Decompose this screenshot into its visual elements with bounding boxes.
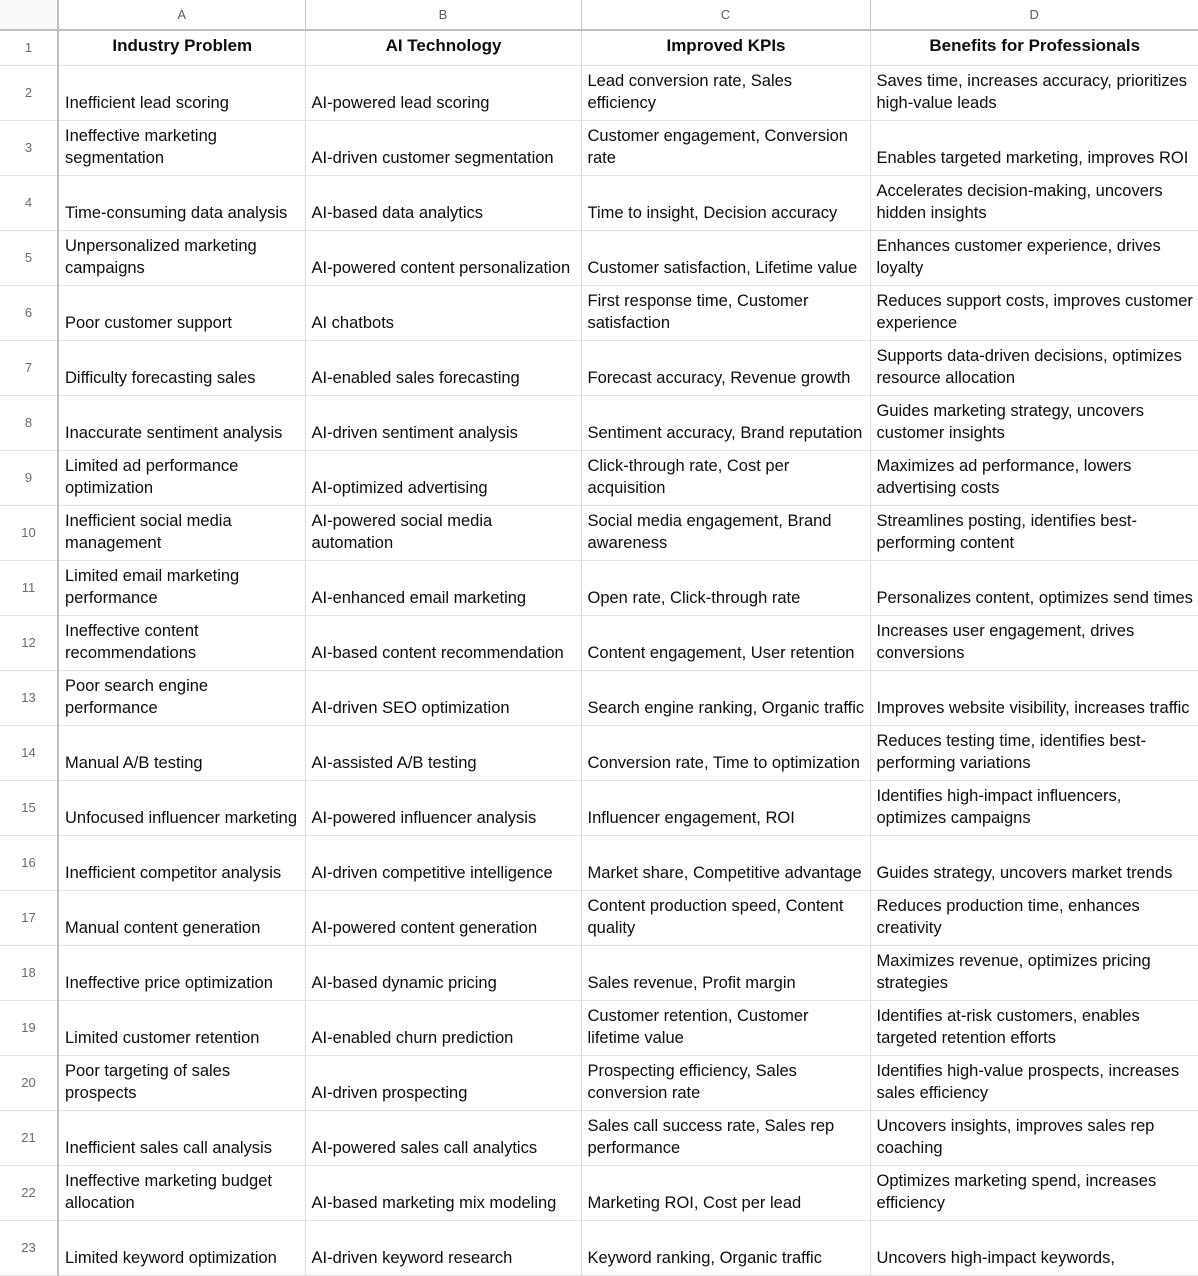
cell-D3[interactable]: Enables targeted marketing, improves ROI	[870, 120, 1198, 175]
cell-A1[interactable]: Industry Problem	[58, 30, 305, 65]
row-header-9[interactable]: 9	[0, 450, 58, 505]
cell-C21[interactable]: Sales call success rate, Sales rep performance	[581, 1110, 870, 1165]
column-header-d[interactable]: D	[870, 0, 1198, 30]
cell-D18[interactable]: Maximizes revenue, optimizes pricing strategies	[870, 945, 1198, 1000]
cell-B5[interactable]: AI-powered content personalization	[305, 230, 581, 285]
cell-A9[interactable]: Limited ad performance optimization	[58, 450, 305, 505]
row-header-23[interactable]: 23	[0, 1220, 58, 1275]
cell-D21[interactable]: Uncovers insights, improves sales rep coaching	[870, 1110, 1198, 1165]
table-row	[0, 725, 1198, 780]
cell-C5[interactable]: Customer satisfaction, Lifetime value	[581, 230, 870, 285]
cell-C14[interactable]: Conversion rate, Time to optimization	[581, 725, 870, 780]
row-header-2[interactable]: 2	[0, 65, 58, 120]
cell-D20[interactable]: Identifies high-value prospects, increases sales efficiency	[870, 1055, 1198, 1110]
cell-A14[interactable]: Manual A/B testing	[58, 725, 305, 780]
select-all-box	[0, 0, 57, 29]
cell-B3[interactable]: AI-driven customer segmentation	[305, 120, 581, 175]
cell-A12[interactable]: Ineffective content recommendations	[58, 615, 305, 670]
cell-D9[interactable]: Maximizes ad performance, lowers advertising costs	[870, 450, 1198, 505]
select-all-corner[interactable]	[0, 0, 58, 30]
cell-D23[interactable]: Uncovers high-impact keywords,	[870, 1220, 1198, 1275]
cell-C15[interactable]: Influencer engagement, ROI	[581, 780, 870, 835]
column-header-row	[0, 0, 1198, 30]
cell-C9[interactable]: Click-through rate, Cost per acquisition	[581, 450, 870, 505]
cell-D7[interactable]: Supports data-driven decisions, optimizes resource allocation	[870, 340, 1198, 395]
cell-C16[interactable]: Market share, Competitive advantage	[581, 835, 870, 890]
cell-A20[interactable]: Poor targeting of sales prospects	[58, 1055, 305, 1110]
cell-A13[interactable]: Poor search engine performance	[58, 670, 305, 725]
column-header-c[interactable]: C	[581, 0, 870, 30]
cell-B19[interactable]: AI-enabled churn prediction	[305, 1000, 581, 1055]
table-row	[0, 835, 1198, 890]
row-header-12[interactable]: 12	[0, 615, 58, 670]
cell-B10[interactable]: AI-powered social media automation	[305, 505, 581, 560]
table-row	[0, 1055, 1198, 1110]
cell-B13[interactable]: AI-driven SEO optimization	[305, 670, 581, 725]
cell-A5[interactable]: Unpersonalized marketing campaigns	[58, 230, 305, 285]
cell-B20[interactable]: AI-driven prospecting	[305, 1055, 581, 1110]
row-header-11[interactable]: 11	[0, 560, 58, 615]
row-header-4[interactable]: 4	[0, 175, 58, 230]
cell-A4[interactable]: Time-consuming data analysis	[58, 175, 305, 230]
cell-B4[interactable]: AI-based data analytics	[305, 175, 581, 230]
cell-B9[interactable]: AI-optimized advertising	[305, 450, 581, 505]
cell-A19[interactable]: Limited customer retention	[58, 1000, 305, 1055]
cell-A17[interactable]: Manual content generation	[58, 890, 305, 945]
cell-D13[interactable]: Improves website visibility, increases traffic	[870, 670, 1198, 725]
cell-A8[interactable]: Inaccurate sentiment analysis	[58, 395, 305, 450]
cell-C8[interactable]: Sentiment accuracy, Brand reputation	[581, 395, 870, 450]
column-header-b[interactable]: B	[305, 0, 581, 30]
table-row	[0, 560, 1198, 615]
row-header-19[interactable]: 19	[0, 1000, 58, 1055]
cell-A6[interactable]: Poor customer support	[58, 285, 305, 340]
row-header-8[interactable]: 8	[0, 395, 58, 450]
table-row	[0, 285, 1198, 340]
row-header-22[interactable]: 22	[0, 1165, 58, 1220]
row-header-20[interactable]: 20	[0, 1055, 58, 1110]
cell-A18[interactable]: Ineffective price optimization	[58, 945, 305, 1000]
cell-A16[interactable]: Inefficient competitor analysis	[58, 835, 305, 890]
row-header-21[interactable]: 21	[0, 1110, 58, 1165]
cell-D12[interactable]: Increases user engagement, drives conversions	[870, 615, 1198, 670]
table-row	[0, 1220, 1198, 1275]
cell-A7[interactable]: Difficulty forecasting sales	[58, 340, 305, 395]
table-row	[0, 120, 1198, 175]
row-header-17[interactable]: 17	[0, 890, 58, 945]
cell-D14[interactable]: Reduces testing time, identifies best-performing variations	[870, 725, 1198, 780]
row-header-7[interactable]: 7	[0, 340, 58, 395]
cell-C19[interactable]: Customer retention, Customer lifetime value	[581, 1000, 870, 1055]
cell-D16[interactable]: Guides strategy, uncovers market trends	[870, 835, 1198, 890]
cell-B22[interactable]: AI-based marketing mix modeling	[305, 1165, 581, 1220]
cell-C2[interactable]: Lead conversion rate, Sales efficiency	[581, 65, 870, 120]
cell-C6[interactable]: First response time, Customer satisfaction	[581, 285, 870, 340]
cell-A3[interactable]: Ineffective marketing segmentation	[58, 120, 305, 175]
table-row	[0, 175, 1198, 230]
cell-A2[interactable]: Inefficient lead scoring	[58, 65, 305, 120]
cell-D17[interactable]: Reduces production time, enhances creativity	[870, 890, 1198, 945]
cell-D11[interactable]: Personalizes content, optimizes send times	[870, 560, 1198, 615]
cell-A11[interactable]: Limited email marketing performance	[58, 560, 305, 615]
cell-B1[interactable]: AI Technology	[305, 30, 581, 65]
table-row	[0, 230, 1198, 285]
cell-C3[interactable]: Customer engagement, Conversion rate	[581, 120, 870, 175]
row-header-6[interactable]: 6	[0, 285, 58, 340]
cell-D6[interactable]: Reduces support costs, improves customer experience	[870, 285, 1198, 340]
column-header-a[interactable]: A	[58, 0, 305, 30]
cell-B18[interactable]: AI-based dynamic pricing	[305, 945, 581, 1000]
cell-C13[interactable]: Search engine ranking, Organic traffic	[581, 670, 870, 725]
table-row	[0, 340, 1198, 395]
row-header-3[interactable]: 3	[0, 120, 58, 175]
row-header-15[interactable]: 15	[0, 780, 58, 835]
row-header-14[interactable]: 14	[0, 725, 58, 780]
table-row	[0, 1110, 1198, 1165]
cell-D1[interactable]: Benefits for Professionals	[870, 30, 1198, 65]
table-header-row	[0, 30, 1198, 65]
cell-A23[interactable]: Limited keyword optimization	[58, 1220, 305, 1275]
cell-C18[interactable]: Sales revenue, Profit margin	[581, 945, 870, 1000]
cell-D22[interactable]: Optimizes marketing spend, increases efficiency	[870, 1165, 1198, 1220]
cell-B2[interactable]: AI-powered lead scoring	[305, 65, 581, 120]
table-row	[0, 945, 1198, 1000]
table-row	[0, 65, 1198, 120]
table-row	[0, 1165, 1198, 1220]
cell-C10[interactable]: Social media engagement, Brand awareness	[581, 505, 870, 560]
cell-D8[interactable]: Guides marketing strategy, uncovers customer insights	[870, 395, 1198, 450]
cell-C23[interactable]: Keyword ranking, Organic traffic	[581, 1220, 870, 1275]
table-row	[0, 670, 1198, 725]
cell-D5[interactable]: Enhances customer experience, drives loyalty	[870, 230, 1198, 285]
cell-D19[interactable]: Identifies at-risk customers, enables targeted retention efforts	[870, 1000, 1198, 1055]
cell-C11[interactable]: Open rate, Click-through rate	[581, 560, 870, 615]
cell-B6[interactable]: AI chatbots	[305, 285, 581, 340]
cell-A15[interactable]: Unfocused influencer marketing	[58, 780, 305, 835]
cell-C20[interactable]: Prospecting efficiency, Sales conversion rate	[581, 1055, 870, 1110]
cell-A21[interactable]: Inefficient sales call analysis	[58, 1110, 305, 1165]
table-row	[0, 890, 1198, 945]
cell-B21[interactable]: AI-powered sales call analytics	[305, 1110, 581, 1165]
table-row	[0, 1000, 1198, 1055]
cell-B11[interactable]: AI-enhanced email marketing	[305, 560, 581, 615]
row-header-1[interactable]: 1	[0, 30, 58, 65]
cell-B7[interactable]: AI-enabled sales forecasting	[305, 340, 581, 395]
table-row	[0, 395, 1198, 450]
cell-C12[interactable]: Content engagement, User retention	[581, 615, 870, 670]
cell-B23[interactable]: AI-driven keyword research	[305, 1220, 581, 1275]
cell-B15[interactable]: AI-powered influencer analysis	[305, 780, 581, 835]
table-row	[0, 615, 1198, 670]
row-header-16[interactable]: 16	[0, 835, 58, 890]
cell-D2[interactable]: Saves time, increases accuracy, prioritizes high-value leads	[870, 65, 1198, 120]
cell-D4[interactable]: Accelerates decision-making, uncovers hidden insights	[870, 175, 1198, 230]
table-row	[0, 450, 1198, 505]
cell-D10[interactable]: Streamlines posting, identifies best-performing content	[870, 505, 1198, 560]
row-header-10[interactable]: 10	[0, 505, 58, 560]
cell-B17[interactable]: AI-powered content generation	[305, 890, 581, 945]
row-header-13[interactable]: 13	[0, 670, 58, 725]
cell-C17[interactable]: Content production speed, Content quality	[581, 890, 870, 945]
cell-C7[interactable]: Forecast accuracy, Revenue growth	[581, 340, 870, 395]
cell-C1[interactable]: Improved KPIs	[581, 30, 870, 65]
row-header-18[interactable]: 18	[0, 945, 58, 1000]
table-row	[0, 505, 1198, 560]
row-header-5[interactable]: 5	[0, 230, 58, 285]
table-row	[0, 780, 1198, 835]
cell-C4[interactable]: Time to insight, Decision accuracy	[581, 175, 870, 230]
cell-B16[interactable]: AI-driven competitive intelligence	[305, 835, 581, 890]
cell-B8[interactable]: AI-driven sentiment analysis	[305, 395, 581, 450]
cell-A10[interactable]: Inefficient social media management	[58, 505, 305, 560]
cell-D15[interactable]: Identifies high-impact influencers, optimizes campaigns	[870, 780, 1198, 835]
cell-A22[interactable]: Ineffective marketing budget allocation	[58, 1165, 305, 1220]
cell-B12[interactable]: AI-based content recommendation	[305, 615, 581, 670]
cell-C22[interactable]: Marketing ROI, Cost per lead	[581, 1165, 870, 1220]
cell-B14[interactable]: AI-assisted A/B testing	[305, 725, 581, 780]
